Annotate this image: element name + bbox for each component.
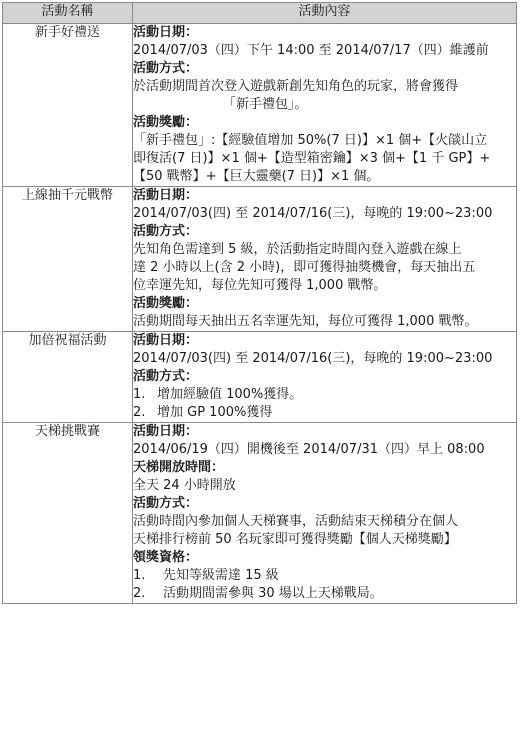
events-table	[2, 2, 517, 604]
table-row	[3, 423, 517, 604]
reward-title: 活動獎勵：	[133, 115, 199, 130]
list-number: 1.	[133, 568, 146, 583]
method-text: 先知角色需達到 5 級，於活動指定時間內登入遊戲在線上	[133, 242, 462, 257]
date-title: 活動日期：	[133, 333, 199, 348]
header-row	[3, 3, 517, 24]
table-row	[3, 332, 517, 423]
reward-text: 「新手禮包」:【經驗值增加 50%(7 日)】×1 個+【火燄山立	[133, 133, 488, 148]
list-item	[133, 386, 516, 404]
list-text: 先知等級需達 15 級	[163, 568, 279, 583]
date-text: 2014/07/03(四) 至 2014/07/16(三)，每晚的 19:00~23:00	[133, 206, 493, 221]
method-text: 位幸運先知，每位先知可獲得 1,000 戰幣。	[133, 278, 387, 293]
method-title: 活動方式：	[133, 369, 199, 384]
method-text: 天梯排行榜前 50 名玩家即可獲得獎勵【個人天梯獎勵】	[133, 532, 457, 547]
list-item	[133, 585, 516, 603]
open-time-text: 全天 24 小時開放	[133, 478, 236, 493]
date-title: 活動日期：	[133, 25, 199, 40]
event-content	[133, 187, 517, 332]
date-text: 2014/06/19（四）開機後至 2014/07/31（四）早上 08:00	[133, 442, 485, 457]
list-text: 增加 GP 100%獲得	[157, 405, 273, 420]
event-content	[133, 24, 517, 187]
date-title: 活動日期：	[133, 424, 199, 439]
date-title: 活動日期：	[133, 188, 199, 203]
reward-text: 即復活(7 日)】×1 個+【造型箱密鑰】×3 個+【1 千 GP】+	[133, 151, 491, 166]
event-name: 天梯挑戰賽	[3, 423, 133, 604]
date-text: 2014/07/03（四）下午 14:00 至 2014/07/17（四）維護前	[133, 43, 489, 58]
list-number: 2.	[133, 405, 146, 420]
header-event-name: 活動名稱	[3, 3, 133, 24]
method-text: 於活動期間首次登入遊戲新創先知角色的玩家，將會獲得	[133, 79, 459, 94]
method-title: 活動方式：	[133, 224, 199, 239]
method-title: 活動方式：	[133, 61, 199, 76]
method-title: 活動方式：	[133, 496, 199, 511]
list-text: 活動期間需參與 30 場以上天梯戰局。	[163, 586, 383, 601]
method-text: 活動時間內參加個人天梯賽事，活動結束天梯積分在個人	[133, 514, 459, 529]
method-text: 「新手禮包」。	[223, 97, 308, 112]
date-text: 2014/07/03(四) 至 2014/07/16(三)，每晚的 19:00~23:00	[133, 351, 493, 366]
event-content	[133, 423, 517, 604]
event-name: 加倍祝福活動	[3, 332, 133, 423]
reward-title: 活動獎勵：	[133, 296, 199, 311]
open-time-title: 天梯開放時間：	[133, 460, 225, 475]
event-name: 上線抽千元戰幣	[3, 187, 133, 332]
list-item	[133, 404, 516, 422]
header-event-content: 活動內容	[133, 3, 517, 24]
event-content	[133, 332, 517, 423]
table-row	[3, 187, 517, 332]
list-text: 增加經驗值 100%獲得。	[157, 387, 303, 402]
qualification-title: 領獎資格：	[133, 550, 199, 565]
reward-text: 活動期間每天抽出五名幸運先知，每位可獲得 1,000 戰幣。	[133, 314, 478, 329]
list-number: 1.	[133, 387, 146, 402]
reward-text: 【50 戰幣】+【巨大靈藥(7 日)】×1 個。	[133, 169, 380, 184]
list-item	[133, 567, 516, 585]
list-number: 2.	[133, 586, 146, 601]
method-text: 達 2 小時以上(含 2 小時)，即可獲得抽獎機會，每天抽出五	[133, 260, 476, 275]
table-row	[3, 24, 517, 187]
event-name: 新手好禮送	[3, 24, 133, 187]
